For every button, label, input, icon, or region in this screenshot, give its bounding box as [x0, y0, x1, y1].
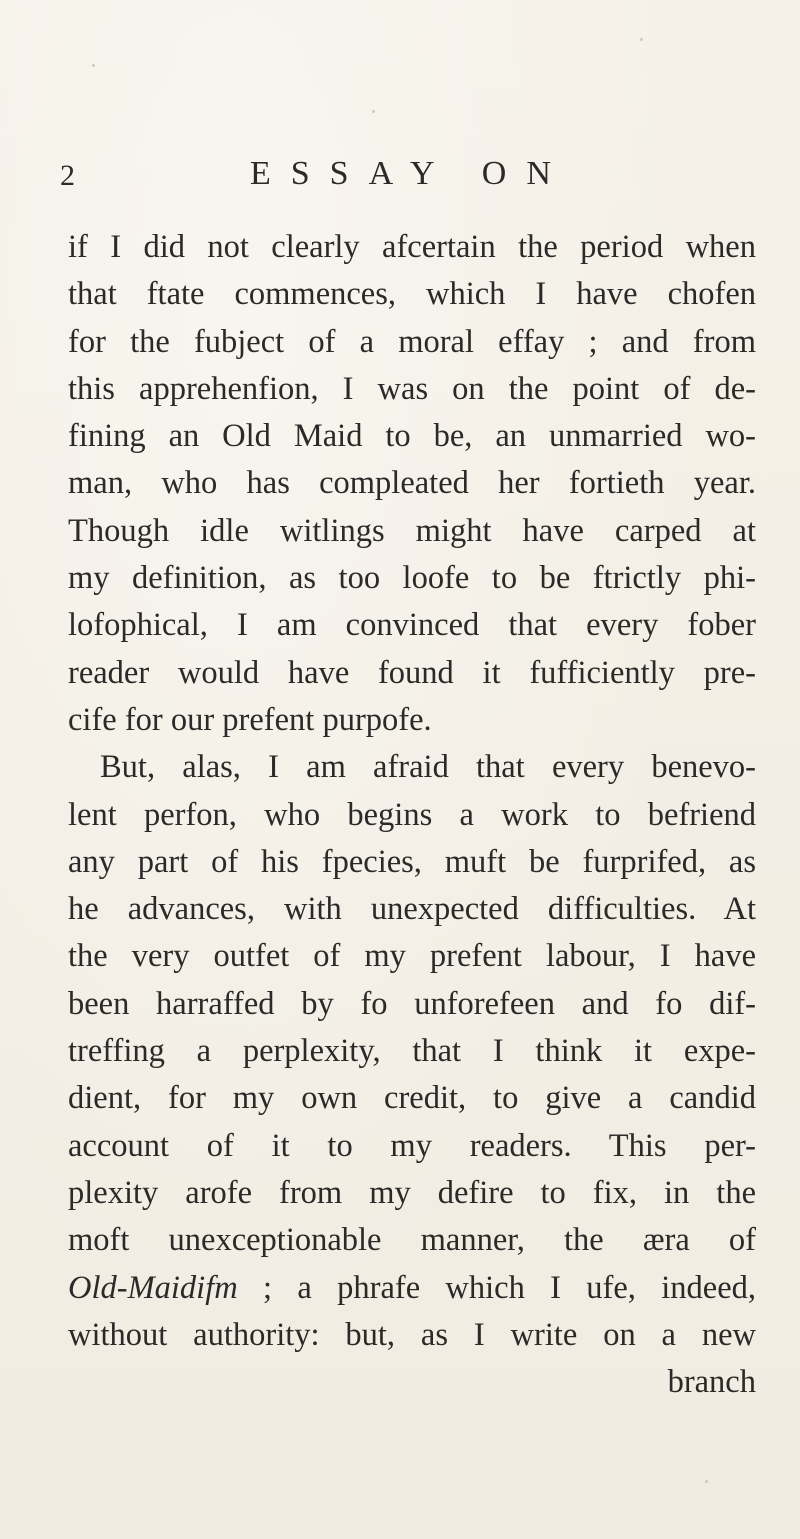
italic-line-rest: ; a phrafe which I ufe, indeed,	[237, 1269, 756, 1306]
page-header	[60, 150, 740, 190]
text-line: that ftate commences, which I have chofen	[68, 276, 756, 313]
text-line: if I did not clearly afcertain the period when	[68, 229, 756, 265]
text-line: man, who has compleated her fortieth year.	[68, 465, 756, 502]
paper-speck	[92, 64, 95, 67]
italic-text-line	[68, 1265, 756, 1312]
paper-speck	[640, 38, 643, 41]
text-line: moft unexceptionable manner, the æra of	[68, 1222, 756, 1259]
text-line: Though idle witlings might have carped at	[68, 512, 756, 549]
italic-term: Old-Maidifm	[68, 1269, 238, 1306]
text-line: fining an Old Maid to be, an unmarried wo-	[68, 418, 756, 455]
page-number: 2	[60, 159, 75, 192]
text-line: dient, for my own credit, to give a candid	[68, 1080, 756, 1117]
text-line: reader would have found it fufficiently pre-	[68, 654, 756, 691]
text-line: plexity arofe from my defire to fix, in the	[68, 1174, 756, 1211]
text-line: this apprehenfion, I was on the point of de-	[68, 370, 756, 407]
catchword: branch	[667, 1364, 756, 1401]
text-line: my definition, as too loofe to be ftrictly phi-	[68, 560, 756, 597]
text-line: been harraffed by fo unforefeen and fo dif-	[68, 985, 756, 1022]
text-line: without authority: but, as I write on a new	[68, 1316, 756, 1353]
text-line: treffing a perplexity, that I think it expe-	[68, 1033, 756, 1070]
text-line: account of it to my readers. This per-	[68, 1127, 756, 1164]
paper-speck	[372, 110, 375, 113]
text-line: cife for our prefent purpofe.	[68, 701, 432, 738]
paper-speck	[705, 1480, 708, 1483]
text-line: for the fubject of a moral effay ; and from	[68, 323, 756, 360]
text-line: the very outfet of my prefent labour, I have	[68, 938, 756, 975]
text-line: lofophical, I am convinced that every fober	[68, 607, 756, 644]
text-line: any part of his fpecies, muft be furprifed, as	[68, 843, 756, 880]
paragraph-start-line: But, alas, I am afraid that every benevo-	[100, 749, 756, 786]
text-line: lent perfon, who begins a work to befriend	[68, 796, 756, 833]
running-head: ESSAY ON	[250, 155, 571, 192]
essay-body	[68, 224, 756, 1406]
text-line: he advances, with unexpected difficulties. At	[68, 891, 756, 928]
